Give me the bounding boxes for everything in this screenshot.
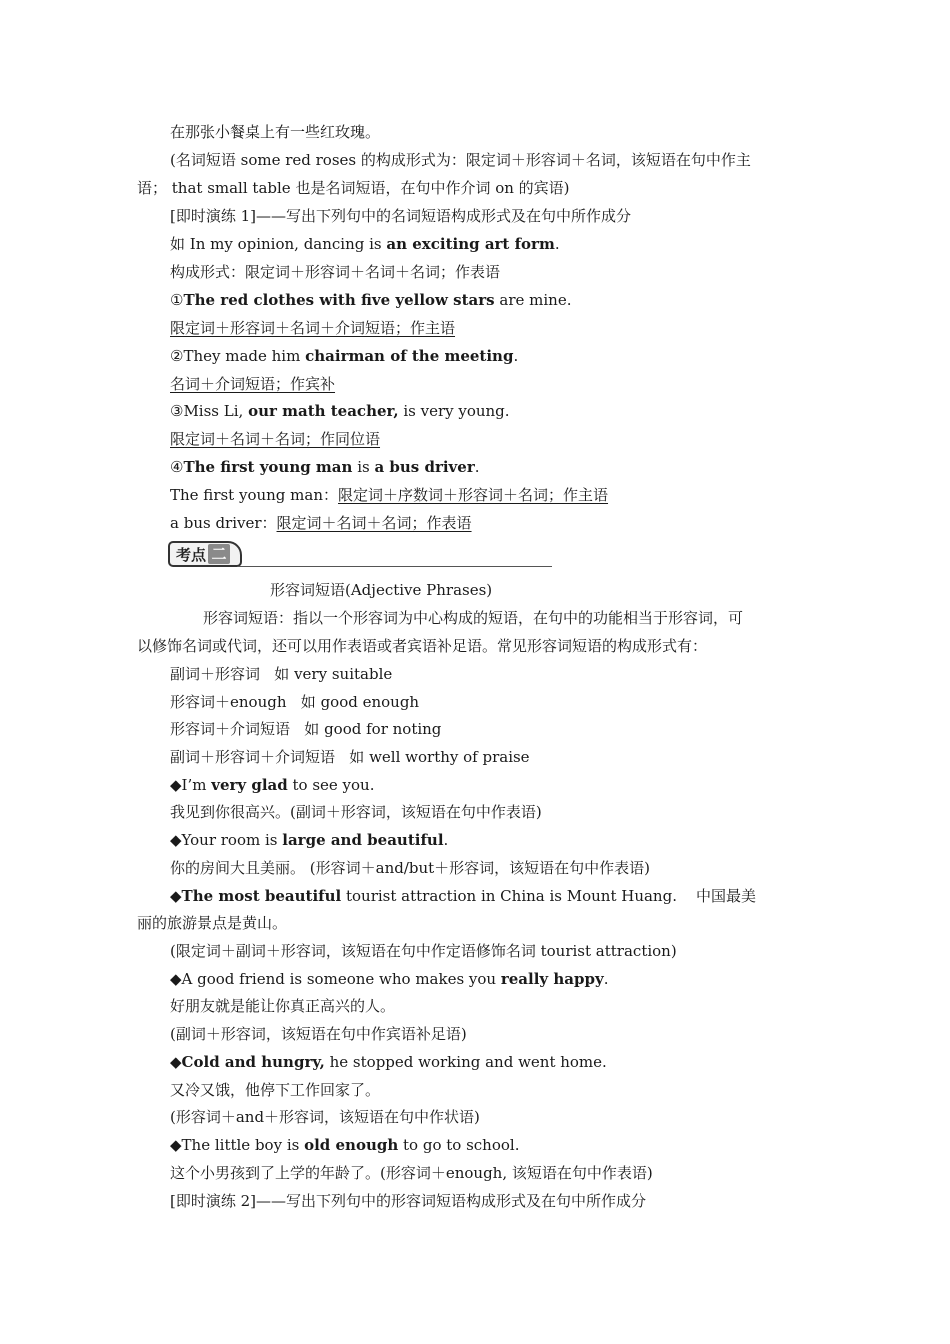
badge-label: 考点 [176, 545, 207, 564]
badge-number: 二 [208, 544, 230, 564]
text-run: is very young. [398, 402, 510, 420]
text-run: ◆I’m [170, 776, 212, 794]
text-run: . [474, 458, 480, 476]
answer-4b [170, 513, 472, 533]
bold-phrase: an exciting art form [386, 235, 555, 253]
text-run: are mine. [494, 291, 572, 309]
example-sentence [170, 1135, 519, 1155]
text-line: 丽的旅游景点是黄山。 [137, 914, 288, 932]
text-line: 构成形式：限定词＋形容词＋名词＋名词；作表语 [170, 263, 501, 281]
answer-text: 限定词＋名词＋名词；作表语 [276, 514, 472, 532]
text-line: 在那张小餐桌上有一些红玫瑰。 [170, 123, 381, 141]
text-run: he stopped working and went home. [324, 1053, 607, 1071]
bold-phrase: our math teacher, [248, 402, 399, 420]
bold-phrase: The most beautiful [181, 887, 342, 905]
text-run: ① [170, 291, 184, 309]
bold-phrase: old enough [304, 1136, 399, 1154]
question-1 [170, 290, 571, 310]
bold-phrase: very glad [211, 776, 288, 794]
badge-divider [238, 566, 552, 567]
text-run: ◆The little boy is [170, 1136, 305, 1154]
text-run: to see you. [287, 776, 375, 794]
text-line: 这个小男孩到了上学的年龄了。(形容词＋enough, 该短语在句中作表语) [170, 1164, 653, 1182]
bold-phrase: really happy [500, 970, 604, 988]
question-4 [170, 457, 480, 477]
text-run: ③Miss Li, [170, 402, 249, 420]
bold-phrase: chairman of the meeting [305, 347, 514, 365]
practice-heading: [即时演练 2]——写出下列句中的形容词短语构成形式及在句中所作成分 [170, 1192, 647, 1210]
text-line: 语； that small table 也是名词短语，在句中作介词 on 的宾语) [137, 179, 570, 197]
text-run: ②They made him [170, 347, 306, 365]
bold-phrase: a bus driver [374, 458, 475, 476]
text-run: . [554, 235, 560, 253]
text-line: 形容词短语：指以一个形容词为中心构成的短语，在句中的功能相当于形容词，可 [203, 609, 744, 627]
example-sentence [170, 234, 560, 254]
section-title: 形容词短语(Adjective Phrases) [270, 581, 493, 599]
answer-4a [170, 485, 608, 505]
text-line: (名词短语 some red roses 的构成形式为：限定词＋形容词＋名词，该短语在句中作主 [170, 151, 751, 169]
text-run: ④ [170, 458, 184, 476]
bold-phrase: large and beautiful [282, 831, 444, 849]
question-2 [170, 346, 518, 366]
text-run: tourist attraction in China is Mount Huang. 中国最美 [341, 887, 757, 905]
text-line: 又冷又饿，他停下工作回家了。 [170, 1081, 381, 1099]
bold-phrase: The first young man [183, 458, 353, 476]
section-badge [168, 541, 552, 571]
text-line: (限定词＋副词＋形容词，该短语在句中作定语修饰名词 tourist attraction) [170, 942, 677, 960]
kaodian-badge [168, 541, 242, 567]
text-line: 好朋友就是能让你真正高兴的人。 [170, 997, 396, 1015]
form-item: 形容词＋介词短语 如 good for noting [170, 720, 442, 738]
example-sentence [170, 775, 374, 795]
text-line: 以修饰名词或代词，还可以用作表语或者宾语补足语。常见形容词短语的构成形式有： [137, 637, 708, 655]
text-run: ◆Your room is [170, 831, 283, 849]
text-run: ◆ [170, 887, 182, 905]
bold-phrase: Cold and hungry, [181, 1053, 325, 1071]
text-run: is [352, 458, 375, 476]
form-item: 形容词＋enough 如 good enough [170, 693, 420, 711]
question-3 [170, 401, 510, 421]
answer-1: 限定词＋形容词＋名词＋介词短语；作主语 [170, 319, 456, 337]
text-run: . [443, 831, 449, 849]
text-run: ◆ [170, 1053, 182, 1071]
example-sentence [170, 830, 448, 850]
text-line: 你的房间大且美丽。 (形容词＋and/but＋形容词，该短语在句中作表语) [170, 859, 651, 877]
text-run: . [513, 347, 519, 365]
text-run: ◆A good friend is someone who makes you [170, 970, 501, 988]
text-line: 我见到你很高兴。(副词＋形容词，该短语在句中作表语) [170, 803, 542, 821]
text-run: . [603, 970, 609, 988]
practice-heading: [即时演练 1]——写出下列句中的名词短语构成形式及在句中所作成分 [170, 207, 632, 225]
bold-phrase: The red clothes with five yellow stars [183, 291, 495, 309]
example-sentence [170, 1052, 607, 1072]
text-run: a bus driver： [170, 514, 277, 532]
form-item: 副词＋形容词 如 very suitable [170, 665, 393, 683]
text-run: 如 In my opinion, dancing is [170, 235, 387, 253]
answer-2: 名词＋介词短语；作宾补 [170, 375, 336, 393]
example-sentence [170, 969, 608, 989]
form-item: 副词＋形容词＋介词短语 如 well worthy of praise [170, 748, 530, 766]
text-line: (副词＋形容词，该短语在句中作宾语补足语) [170, 1025, 467, 1043]
answer-3: 限定词＋名词＋名词；作同位语 [170, 430, 381, 448]
example-sentence [170, 886, 756, 906]
text-run: to go to school. [398, 1136, 520, 1154]
text-line: (形容词＋and＋形容词，该短语在句中作状语) [170, 1108, 480, 1126]
answer-text: 限定词＋序数词＋形容词＋名词；作主语 [338, 486, 609, 504]
text-run: The first young man： [170, 486, 339, 504]
